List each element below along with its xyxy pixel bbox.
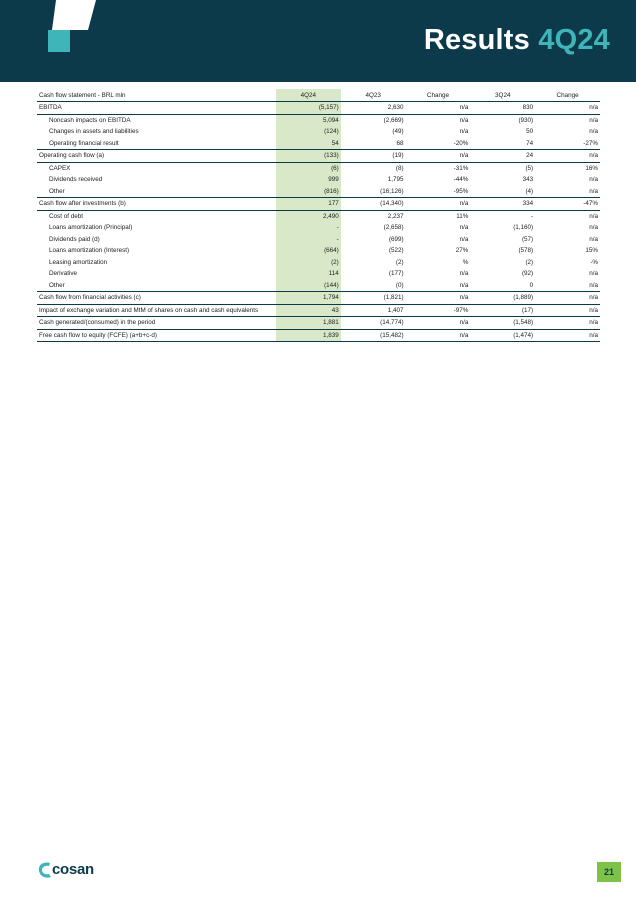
cash-flow-table bbox=[37, 89, 600, 342]
row-label: Changes in assets and liabilities bbox=[49, 128, 139, 136]
table-cell: (19) bbox=[341, 150, 406, 163]
table-cell: (1,548) bbox=[470, 317, 535, 330]
table-cell: 999 bbox=[276, 174, 341, 186]
table-cell: (133) bbox=[276, 150, 341, 163]
column-header: 4Q23 bbox=[341, 89, 406, 102]
row-label: Operating cash flow (a) bbox=[37, 150, 276, 163]
table-cell: 0 bbox=[529, 281, 534, 289]
table-cell: 1,839 bbox=[276, 329, 341, 342]
title-accent: 4Q24 bbox=[538, 24, 610, 56]
table-row bbox=[37, 304, 600, 317]
table-cell: (1,474) bbox=[470, 329, 535, 342]
table-cell: -31% bbox=[406, 162, 471, 174]
table-row bbox=[37, 257, 600, 269]
table-cell: (699) bbox=[388, 235, 404, 243]
table-cell: (5) bbox=[470, 162, 535, 174]
table-cell: 334 bbox=[470, 198, 535, 211]
table-cell: -97% bbox=[406, 304, 471, 317]
row-label: Cash flow from financial activities (c) bbox=[37, 292, 276, 305]
table-row bbox=[37, 126, 600, 138]
row-label: Noncash impacts on EBITDA bbox=[37, 114, 276, 126]
table-cell: n/a bbox=[406, 329, 471, 342]
table-cell: (4) bbox=[525, 187, 534, 195]
table-cell: (664) bbox=[276, 245, 341, 257]
table-cell: 1,881 bbox=[276, 317, 341, 330]
table-cell: -27% bbox=[583, 139, 598, 147]
row-label: Cash generated/(consumed) in the period bbox=[37, 317, 276, 330]
table-header-row bbox=[37, 89, 600, 102]
table-cell: 2,237 bbox=[341, 210, 406, 222]
table-cell: 43 bbox=[276, 304, 341, 317]
row-label: EBITDA bbox=[37, 102, 276, 115]
table-cell: (0) bbox=[395, 281, 404, 289]
table-cell: 54 bbox=[276, 138, 341, 150]
row-label: Leasing amortization bbox=[49, 258, 108, 266]
table-cell: n/a bbox=[406, 292, 471, 305]
row-label: Dividends received bbox=[49, 176, 103, 184]
column-header: Cash flow statement - BRL mln bbox=[37, 89, 276, 102]
table-cell: (816) bbox=[276, 186, 341, 198]
table-cell: (522) bbox=[388, 247, 404, 255]
table-cell: n/a bbox=[535, 102, 600, 115]
brand-name: cosan bbox=[52, 861, 94, 878]
table-cell: n/a bbox=[589, 176, 598, 184]
table-row bbox=[37, 150, 600, 163]
table-cell: (578) bbox=[518, 247, 534, 255]
table-cell: 830 bbox=[470, 102, 535, 115]
table-cell: n/a bbox=[589, 270, 598, 278]
table-cell: (92) bbox=[521, 270, 534, 278]
table-cell: n/a bbox=[535, 114, 600, 126]
row-label: Cash flow after investments (b) bbox=[37, 198, 276, 211]
table-cell: - bbox=[276, 234, 341, 246]
table-cell: (2) bbox=[525, 258, 534, 266]
table-cell: n/a bbox=[589, 235, 598, 243]
table-cell: -95% bbox=[453, 187, 469, 195]
table-cell: -% bbox=[590, 258, 598, 266]
table-cell: n/a bbox=[406, 114, 471, 126]
table-cell: (8) bbox=[341, 162, 406, 174]
table-row bbox=[37, 174, 600, 186]
table-row bbox=[37, 317, 600, 330]
table-cell: (5,157) bbox=[276, 102, 341, 115]
footer-logo bbox=[37, 860, 94, 885]
brand-mark-icon bbox=[44, 0, 104, 60]
table-cell: n/a bbox=[589, 281, 598, 289]
table-cell: n/a bbox=[589, 128, 598, 136]
table-cell: (2,658) bbox=[383, 224, 404, 232]
title-main: Results bbox=[423, 24, 530, 56]
table-cell: (1,160) bbox=[513, 224, 534, 232]
table-cell: 15% bbox=[585, 247, 598, 255]
table-cell: 177 bbox=[276, 198, 341, 211]
table-cell: (1,889) bbox=[470, 292, 535, 305]
page-title bbox=[424, 24, 610, 57]
table-row bbox=[37, 186, 600, 198]
header-banner bbox=[0, 0, 636, 82]
table-cell: n/a bbox=[459, 224, 469, 232]
table-row bbox=[37, 138, 600, 150]
table-cell: n/a bbox=[459, 281, 469, 289]
row-label: Other bbox=[49, 187, 65, 195]
table-cell: 74 bbox=[526, 139, 534, 147]
table-cell: n/a bbox=[535, 292, 600, 305]
table-cell: n/a bbox=[459, 235, 469, 243]
table-cell: 1,795 bbox=[387, 176, 404, 184]
row-label: Other bbox=[49, 281, 65, 289]
table-cell: - bbox=[470, 210, 535, 222]
table-cell: - bbox=[276, 222, 341, 234]
table-cell: (17) bbox=[470, 304, 535, 317]
row-label: Dividends paid (d) bbox=[49, 235, 100, 243]
column-header: 3Q24 bbox=[470, 89, 535, 102]
row-label: Cost of debt bbox=[37, 210, 276, 222]
table-row bbox=[37, 234, 600, 246]
table-cell: (16,126) bbox=[380, 187, 404, 195]
table-cell: -44% bbox=[453, 176, 469, 184]
table-cell: (14,774) bbox=[341, 317, 406, 330]
row-label: Loans amortization (Principal) bbox=[49, 224, 133, 232]
table-cell: (930) bbox=[470, 114, 535, 126]
row-label: Loans amortization (Interest) bbox=[49, 247, 130, 255]
cosan-logo-icon bbox=[37, 860, 53, 880]
table-cell: (2,669) bbox=[341, 114, 406, 126]
table-cell: -47% bbox=[535, 198, 600, 211]
table-cell: n/a bbox=[535, 304, 600, 317]
table-cell: n/a bbox=[589, 224, 598, 232]
table-row bbox=[37, 329, 600, 342]
table-row bbox=[37, 102, 600, 115]
table-cell: 24 bbox=[470, 150, 535, 163]
table-cell: -20% bbox=[453, 139, 469, 147]
table-cell: 2,630 bbox=[341, 102, 406, 115]
table-cell: 50 bbox=[526, 128, 534, 136]
table-cell: 5,094 bbox=[276, 114, 341, 126]
table-row bbox=[37, 222, 600, 234]
table-cell: n/a bbox=[406, 198, 471, 211]
column-header: 4Q24 bbox=[276, 89, 341, 102]
table-cell: (2) bbox=[395, 258, 404, 266]
row-label: CAPEX bbox=[37, 162, 276, 174]
table-cell: n/a bbox=[535, 329, 600, 342]
table-cell: (144) bbox=[276, 280, 341, 292]
table-cell: (124) bbox=[276, 126, 341, 138]
table-row bbox=[37, 245, 600, 257]
table-row bbox=[37, 210, 600, 222]
table-cell: (49) bbox=[392, 128, 404, 136]
table-cell: 1,407 bbox=[341, 304, 406, 317]
column-header: Change bbox=[535, 89, 600, 102]
table-cell: % bbox=[462, 258, 469, 266]
row-label: Derivative bbox=[49, 270, 77, 278]
column-header: Change bbox=[406, 89, 471, 102]
table-cell: 343 bbox=[522, 176, 534, 184]
table-cell: n/a bbox=[589, 187, 598, 195]
table-cell: (1,821) bbox=[341, 292, 406, 305]
table-row bbox=[37, 268, 600, 280]
table-cell: n/a bbox=[406, 150, 471, 163]
row-label: Free cash flow to equity (FCFE) (a+b+c-d) bbox=[37, 329, 276, 342]
table-cell: (15,482) bbox=[341, 329, 406, 342]
table-cell: 27% bbox=[455, 247, 469, 255]
table-cell: n/a bbox=[535, 150, 600, 163]
row-label: Impact of exchange variation and MtM of shares on cash and cash equivalents bbox=[37, 304, 276, 317]
page-number: 21 bbox=[597, 862, 621, 882]
table-cell: (2) bbox=[276, 257, 341, 269]
table-cell: (14,340) bbox=[341, 198, 406, 211]
table-cell: (177) bbox=[388, 270, 404, 278]
table-cell: 114 bbox=[276, 268, 341, 280]
table-cell: n/a bbox=[535, 317, 600, 330]
table-cell: 2,490 bbox=[276, 210, 341, 222]
table-row bbox=[37, 162, 600, 174]
table-row bbox=[37, 114, 600, 126]
table-cell: n/a bbox=[406, 317, 471, 330]
table-cell: n/a bbox=[535, 210, 600, 222]
table-row bbox=[37, 292, 600, 305]
table-cell: 1,794 bbox=[276, 292, 341, 305]
table-cell: n/a bbox=[459, 128, 469, 136]
table-cell: 68 bbox=[396, 139, 404, 147]
table-cell: (57) bbox=[521, 235, 534, 243]
table-row bbox=[37, 280, 600, 292]
table-cell: n/a bbox=[459, 270, 469, 278]
table-cell: (6) bbox=[276, 162, 341, 174]
table-cell: 11% bbox=[406, 210, 471, 222]
table-cell: 16% bbox=[535, 162, 600, 174]
row-label: Operating financial result bbox=[49, 139, 119, 147]
table-cell: n/a bbox=[406, 102, 471, 115]
table-row bbox=[37, 198, 600, 211]
